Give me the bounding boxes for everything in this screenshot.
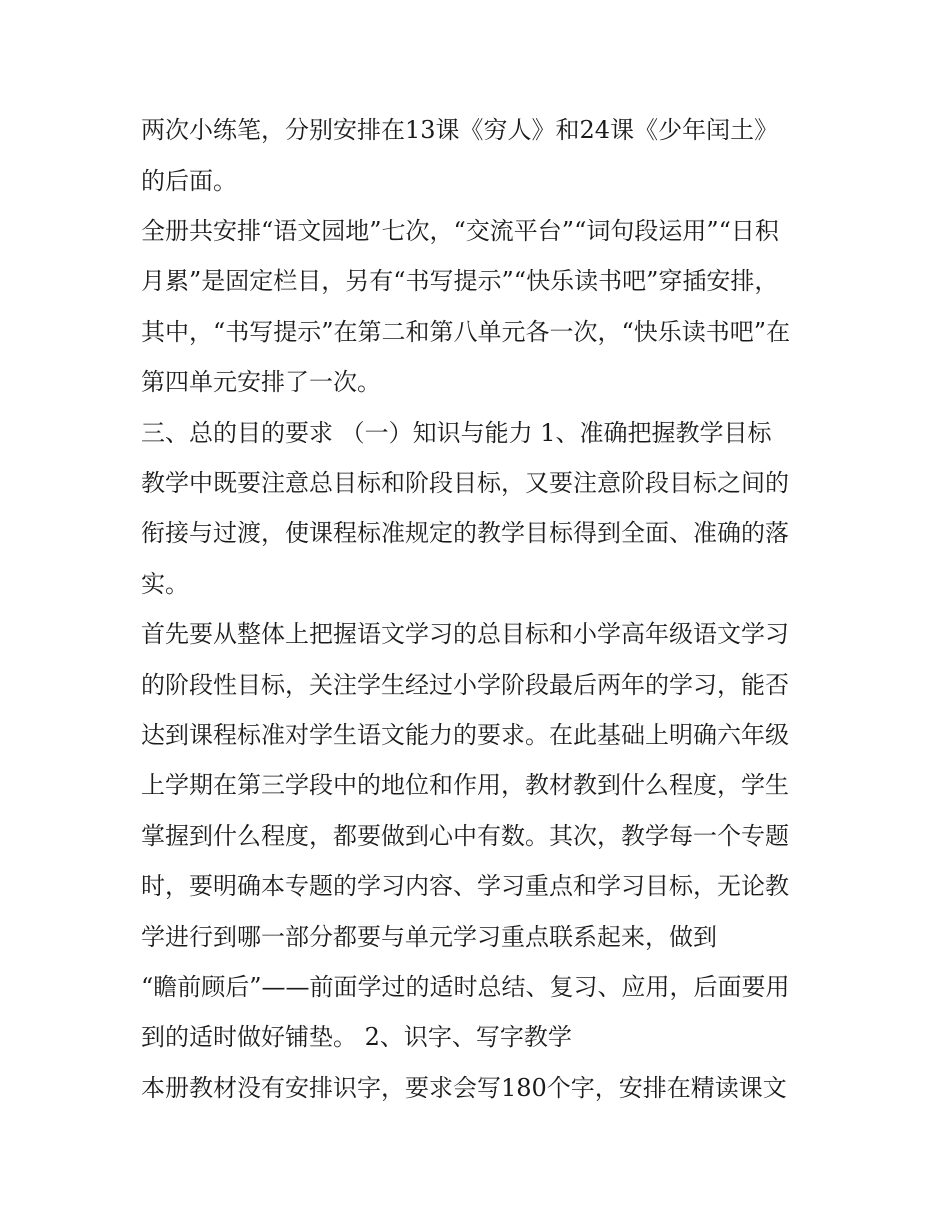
text-line: 全册共安排“语文园地”七次，“交流平台”“词句段运用”“日积 xyxy=(141,217,779,245)
text-line: 上学期在第三学段中的地位和作用，教材教到什么程度，学生 xyxy=(141,771,789,799)
text-line: 时，要明确本专题的学习内容、学习重点和学习目标，无论教 xyxy=(141,872,789,900)
text-line: 教学中既要注意总目标和阶段目标，又要注意阶段目标之间的 xyxy=(141,469,789,497)
text-line: 实。 xyxy=(141,570,189,598)
text-line: “瞻前顾后”——前面学过的适时总结、复习、应用，后面要用 xyxy=(141,973,790,1001)
text-line: 两次小练笔，分别安排在13课《穷人》和24课《少年闰土》 xyxy=(141,116,779,144)
text-line: 的阶段性目标，关注学生经过小学阶段最后两年的学习，能否 xyxy=(141,671,789,699)
text-line: 本册教材没有安排识字，要求会写180个字，安排在精读课文 xyxy=(141,1074,787,1102)
text-line: 的后面。 xyxy=(141,167,237,195)
text-line: 月累”是固定栏目，另有“书写提示”“快乐读书吧”穿插安排， xyxy=(141,267,779,295)
text-line: 其中，“书写提示”在第二和第八单元各一次，“快乐读书吧”在 xyxy=(141,318,791,346)
text-line: 到的适时做好铺垫。 2、识字、写字教学 xyxy=(141,1023,572,1051)
text-line: 首先要从整体上把握语文学习的总目标和小学高年级语文学习 xyxy=(141,620,789,648)
text-line: 掌握到什么程度，都要做到心中有数。其次，教学每一个专题 xyxy=(141,822,789,850)
text-line: 衔接与过渡，使课程标准规定的教学目标得到全面、准确的落 xyxy=(141,519,789,547)
text-line: 达到课程标准对学生语文能力的要求。在此基础上明确六年级 xyxy=(141,721,789,749)
section-heading: 三、总的目的要求 （一）知识与能力 1、准确把握教学目标 xyxy=(141,419,772,447)
text-line: 学进行到哪一部分都要与单元学习重点联系起来，做到 xyxy=(141,923,717,951)
text-line: 第四单元安排了一次。 xyxy=(141,368,381,396)
